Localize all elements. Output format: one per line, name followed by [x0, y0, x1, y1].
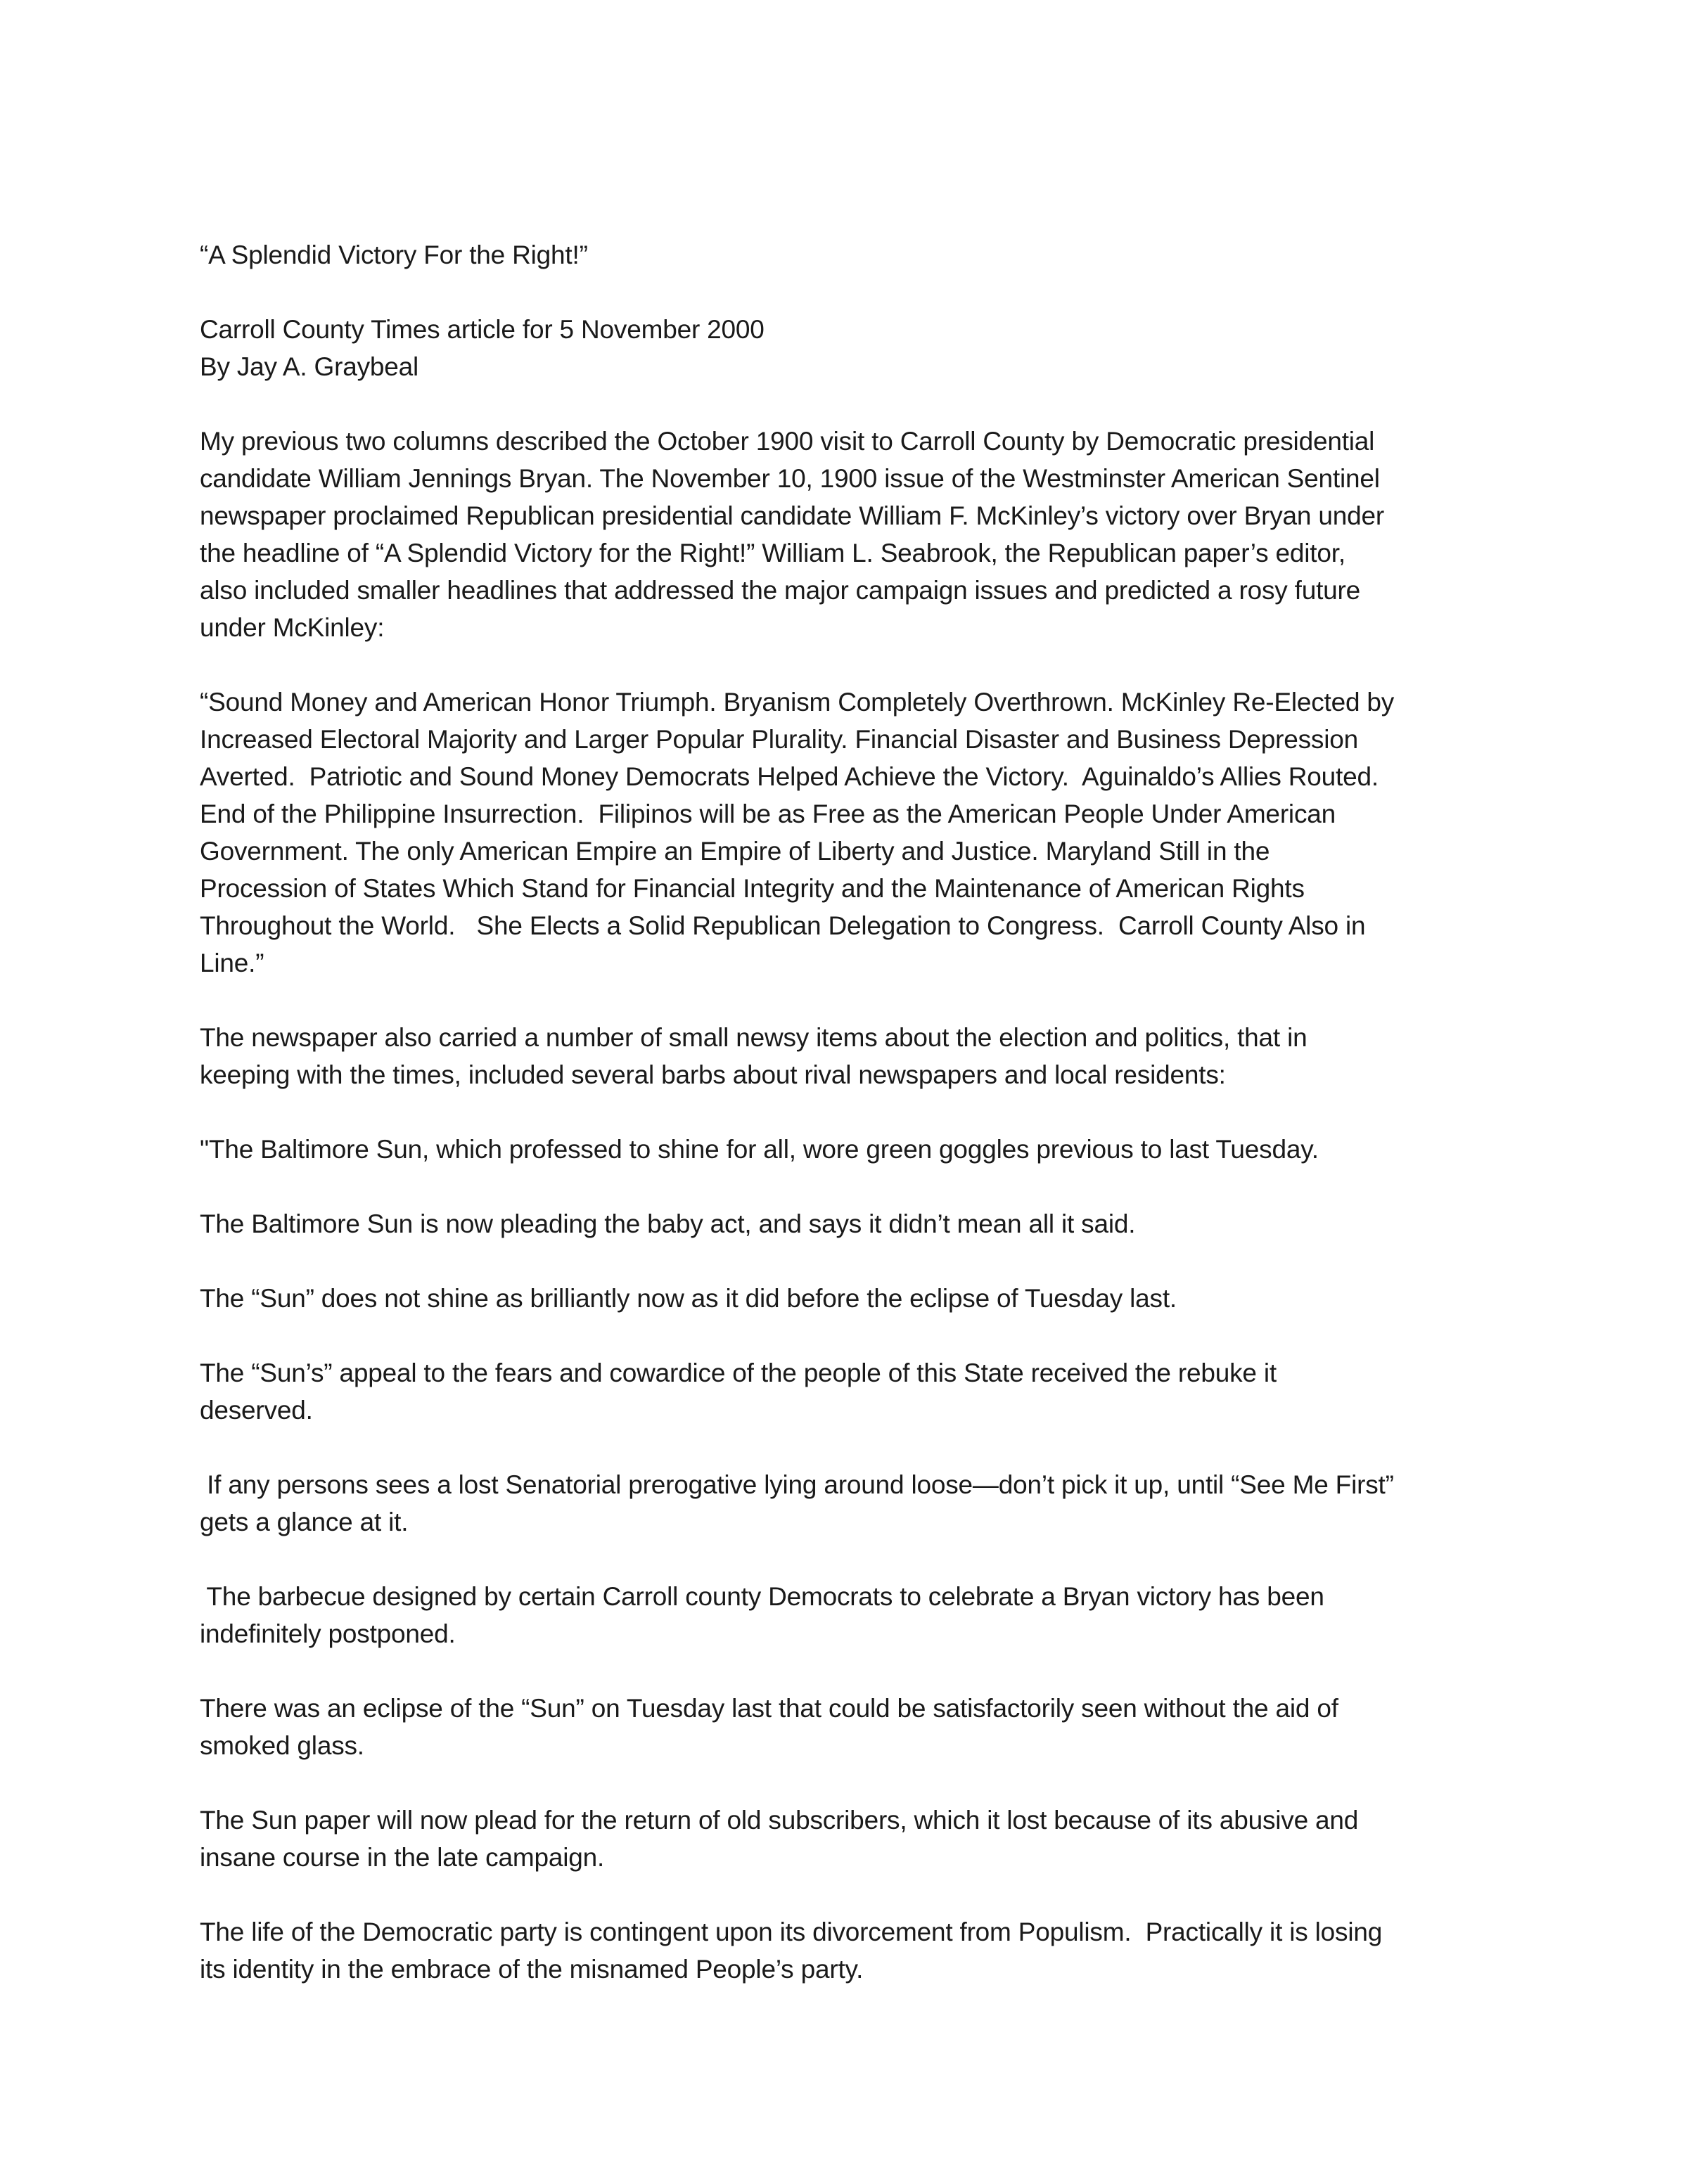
paragraph-line: “Sound Money and American Honor Triumph. Bryanism Completely Overthrown. McKinley Re-Elected by	[200, 688, 1395, 717]
paragraph-line: Increased Electoral Majority and Larger Popular Plurality. Financial Disaster and Business Depression	[200, 725, 1358, 754]
paragraph-line: Line.”	[200, 949, 264, 977]
paragraph-line: The life of the Democratic party is contingent upon its divorcement from Populism. Practically it is losing	[200, 1918, 1383, 1946]
paragraph-line: Throughout the World. She Elects a Solid Republican Delegation to Congress. Carroll County Also in	[200, 911, 1366, 940]
article-body	[200, 236, 1522, 2025]
paragraph-line: insane course in the late campaign.	[200, 1843, 605, 1872]
body-paragraph	[200, 1280, 1522, 1317]
body-paragraph	[200, 1131, 1522, 1168]
paragraph-line: My previous two columns described the October 1900 visit to Carroll County by Democratic presidential	[200, 427, 1375, 456]
paragraph-line: The Baltimore Sun is now pleading the baby act, and says it didn’t mean all it said.	[200, 1209, 1136, 1238]
paragraph-line: under McKinley:	[200, 613, 385, 642]
paragraph-line: keeping with the times, included several barbs about rival newspapers and local residents:	[200, 1060, 1226, 1089]
paragraph-line: Averted. Patriotic and Sound Money Democrats Helped Achieve the Victory. Aguinaldo’s Allies Routed.	[200, 762, 1379, 791]
byline-block	[200, 311, 1522, 385]
paragraph-line: The barbecue designed by certain Carroll county Democrats to celebrate a Bryan victory has been	[200, 1582, 1324, 1611]
paragraph-line: The Sun paper will now plead for the return of old subscribers, which it lost because of its abusive and	[200, 1806, 1359, 1835]
body-paragraph	[200, 1205, 1522, 1242]
paragraph-line: gets a glance at it.	[200, 1508, 409, 1536]
paragraph-line: also included smaller headlines that addressed the major campaign issues and predicted a rosy future	[200, 576, 1361, 605]
paragraph-line: smoked glass.	[200, 1731, 364, 1760]
author-line: By Jay A. Graybeal	[200, 352, 419, 381]
article-title	[200, 236, 1522, 274]
paragraph-line: End of the Philippine Insurrection. Filipinos will be as Free as the American People Under American	[200, 799, 1336, 828]
paragraph-line: deserved.	[200, 1396, 313, 1425]
paragraph-line: There was an eclipse of the “Sun” on Tuesday last that could be satisfactorily seen without the aid of	[200, 1694, 1338, 1723]
paragraph-line: "The Baltimore Sun, which professed to shine for all, wore green goggles previous to last Tuesday.	[200, 1135, 1319, 1164]
body-paragraph	[200, 1019, 1522, 1093]
body-paragraph	[200, 1578, 1522, 1652]
paragraph-line: the headline of “A Splendid Victory for the Right!” William L. Seabrook, the Republican paper’s editor,	[200, 539, 1345, 567]
body-paragraph	[200, 1801, 1522, 1876]
paragraph-list	[200, 423, 1522, 1988]
paragraph-line: newspaper proclaimed Republican presidential candidate William F. McKinley’s victory over Bryan under	[200, 501, 1384, 530]
paragraph-line: The “Sun’s” appeal to the fears and cowardice of the people of this State received the rebuke it	[200, 1358, 1277, 1387]
paragraph-line: Government. The only American Empire an Empire of Liberty and Justice. Maryland Still in the	[200, 837, 1270, 866]
paragraph-line: candidate William Jennings Bryan. The November 10, 1900 issue of the Westminster American Sentinel	[200, 464, 1380, 493]
body-paragraph	[200, 1466, 1522, 1541]
body-paragraph	[200, 1913, 1522, 1988]
paragraph-line: Procession of States Which Stand for Financial Integrity and the Maintenance of American Rights	[200, 874, 1305, 903]
body-paragraph	[200, 423, 1522, 646]
publication-line: Carroll County Times article for 5 November 2000	[200, 315, 765, 344]
title-line: “A Splendid Victory For the Right!”	[200, 240, 588, 269]
paragraph-line: If any persons sees a lost Senatorial prerogative lying around loose—don’t pick it up, until “See Me First”	[200, 1470, 1394, 1499]
paragraph-line: The newspaper also carried a number of small newsy items about the election and politics, that in	[200, 1023, 1307, 1052]
body-paragraph	[200, 683, 1522, 982]
paragraph-line: indefinitely postponed.	[200, 1619, 456, 1648]
paragraph-line: The “Sun” does not shine as brilliantly now as it did before the eclipse of Tuesday last.	[200, 1284, 1177, 1313]
paragraph-line: its identity in the embrace of the misnamed People’s party.	[200, 1955, 864, 1984]
body-paragraph	[200, 1690, 1522, 1764]
body-paragraph	[200, 1354, 1522, 1429]
